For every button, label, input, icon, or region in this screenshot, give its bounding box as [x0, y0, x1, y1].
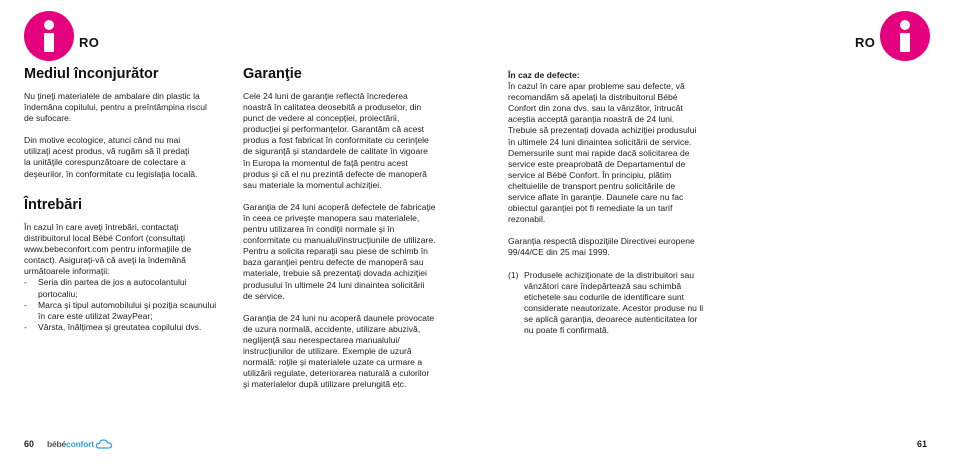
page-number: 60 — [24, 439, 35, 449]
defects-text: În caz de defecte: În cazul în care apar probleme sau defecte, vă recomandăm să apelaţi la distribuitorul Bébé Confort din zona dvs. sau la vânzător, întrucât aceştia acceptă garanţia noastră de 24 luni. Trebuie să prezentaţi dovada achiziţiei produsului în ultimele 24 luni dinaintea solicitării de service. Demersurile sunt mai rapide dacă solicitarea de service este preaprobată de Departamentul de service al Bébé Confort. În principiu, plătim cheltuielile de transport pentru solicitările de service aflate în garanţie. Daunele care nu fac obiectul garanţiei pot fi remediate la un tarif rezonabil. Garanţia respectă dispoziţiile Directivei europene 99/44/CE din 25 mai 1999. (1) Produsele achiziţionate de la distribuitori sau vânzători care îndepărtează sau schimbă etichetele sau codurile de identificare sunt considerate neautorizate. Acestor produse nu li se aplică garanţia, deoarece autenticitatea lor nu poate fi confirmată. — [508, 70, 723, 336]
brand-logo: bébéconfort — [47, 436, 113, 452]
environment-heading: Mediul înconjurător — [24, 66, 159, 82]
cloud-icon — [95, 438, 113, 450]
language-code: RO — [79, 35, 100, 50]
questions-list — [24, 277, 239, 332]
questions-text: În cazul în care aveţi întrebări, contactaţi distribuitorul local Bébé Confort (consultaţi www.bebeconfort.com pentru informaţiile de contact). Asiguraţi-vă că aveţi la îndemână următoarele informaţii: - Seria din partea de jos a autocolantului portocaliu; - Marca şi tipul automobilului şi poziţia scaunului în care este utilizat 2wayPear; - Vârsta, înălţimea şi greutatea copilului dvs. — [24, 222, 239, 333]
footnote: (1) Produsele achiziţionate de la distribuitori sau vânzători care îndepărtează sau schimbă etichetele sau codurile de identificare sunt considerate neautorizate. Acestor produse nu li se aplică garanţia, deoarece autenticitatea lor nu poate fi confirmată. — [508, 269, 704, 335]
warranty-text: Cele 24 luni de garanţie reflectă încrederea noastră în calitatea deosebită a produselor, din punct de vedere al concepţiei, proiectării, producţiei şi performanţelor. Garantăm că acest produs a fost fabricat în conformitate cu cerinţele de siguranţă şi standardele de calitate în vigoare în Europa la momentul de faţă pentru acest produs şi că el nu prezintă defecte de manoperă sau materiale la momentul achiziţiei. Garanţia de 24 luni acoperă defectele de fabricaţie în ceea ce priveşte manopera sau materialele, pentru utilizarea în condiţii normale şi în conformitate cu manualul/instrucţiunile de utilizare. Pentru a solicita reparaţii sau piese de schimb în baza garanţiei pentru defecte de manoperă sau materiale, trebuie să prezentaţi dovada achiziţiei produsului în ultimele 24 luni dinaintea solicitării de service. Garanţia de 24 luni nu acoperă daunele provocate de uzura normală, accidente, utilizare abuzivă, neglijenţă sau nerespectarea manualului/ instrucţiunilor de utilizare. Exemple de uzură normală: roţile şi materialele uzate ca urmare a utilizării regulate, deteriorarea naturală a culorilor şi materialelor după utilizare prelungită etc. — [243, 91, 436, 390]
defects-heading: În caz de defecte: — [508, 70, 580, 80]
info-icon — [24, 11, 74, 61]
language-code: RO — [855, 35, 876, 50]
environment-text: Nu ţineţi materialele de ambalare din plastic la îndemâna copilului, pentru a preîntâmpina riscul de sufocare. Din motive ecologice, atunci când nu mai utilizaţi acest produs, vă rugăm să îl predaţi la unităţile corespunzătoare de colectare a deşeurilor, în conformitate cu legislaţia locală. — [24, 91, 207, 179]
list-item: - Vârsta, înălţimea şi greutatea copilului dvs. — [24, 322, 239, 333]
right-page — [477, 0, 954, 474]
warranty-heading: Garanţie — [243, 66, 302, 82]
list-item: - Seria din partea de jos a autocolantului portocaliu; — [24, 277, 239, 299]
list-item: - Marca şi tipul automobilului şi poziţia scaunului în care este utilizat 2wayPear; — [24, 300, 239, 322]
page-number: 61 — [917, 439, 928, 449]
info-icon — [880, 11, 930, 61]
questions-heading: Întrebări — [24, 197, 83, 213]
